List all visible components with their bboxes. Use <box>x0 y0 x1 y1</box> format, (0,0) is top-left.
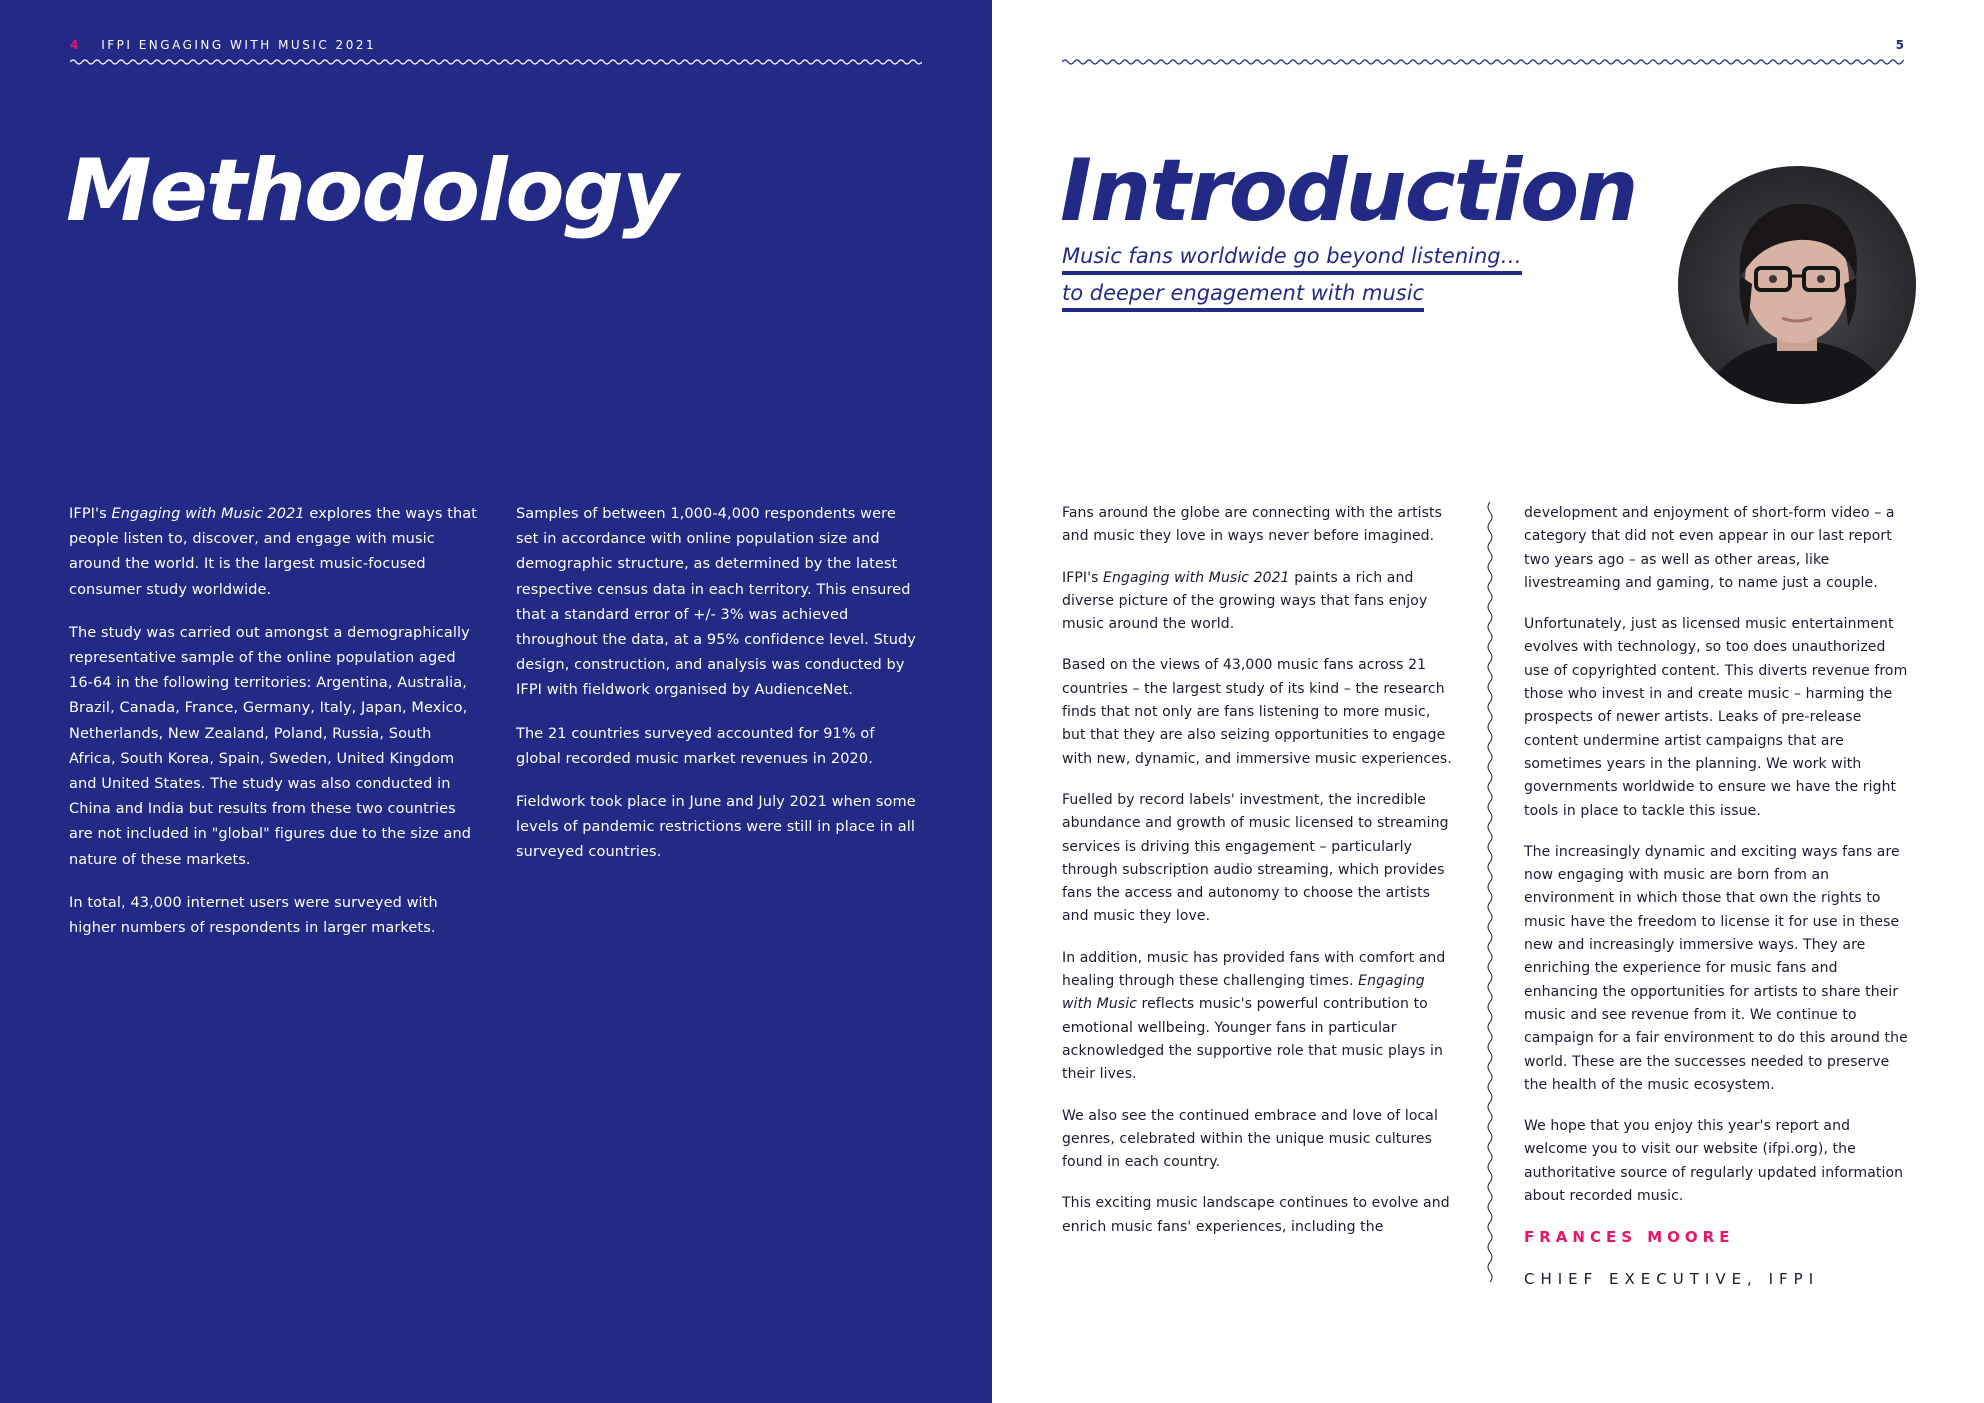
paragraph: The 21 countries surveyed accounted for 91% of global recorded music market revenues in 2020. <box>516 725 875 767</box>
methodology-column-1 <box>69 502 479 959</box>
portrait-icon <box>1678 166 1916 404</box>
text-run: paints a rich and diverse picture of the growing ways that fans enjoy music around the world. <box>1062 569 1428 633</box>
page-number: 5 <box>1895 38 1904 52</box>
italic-title: Engaging with Music 2021 <box>111 506 305 522</box>
page-title: Methodology <box>66 141 677 241</box>
intro-column-2-body <box>1524 502 1914 1208</box>
text-run: IFPI's <box>1062 569 1104 586</box>
running-head-text: IFPI ENGAGING WITH MUSIC 2021 <box>101 38 377 52</box>
paragraph: We hope that you enjoy this year's report and welcome you to visit our website (ifpi.org), the authoritative source of regularly updated information about recorded music. <box>1524 1118 1904 1205</box>
methodology-column-2 <box>516 502 916 884</box>
paragraph: The increasingly dynamic and exciting ways fans are now engaging with music are born from an environment in which those that own the rights to music have the freedom to license it for use in these new and increasingly immersive ways. They are enriching the experience for music fans and enhancing the opportunities for artists to share their music and see revenue from it. We continue to campaign for a fair environment to do this around the world. These are the successes needed to preserve the health of the music ecosystem. <box>1524 843 1908 1093</box>
paragraph: development and enjoyment of short-form video – a category that did not even appear in our last report two years ago – as well as other areas, like livestreaming and gaming, to name just a couple. <box>1524 505 1895 591</box>
running-head <box>70 38 376 52</box>
paragraph: We also see the continued embrace and love of local genres, celebrated within the unique music cultures found in each country. <box>1062 1107 1438 1171</box>
page-number: 4 <box>70 38 81 52</box>
paragraph: Fieldwork took place in June and July 2021 when some levels of pandemic restrictions were still in place in all surveyed countries. <box>516 794 916 861</box>
subtitle-line-1: Music fans worldwide go beyond listening… <box>1062 244 1522 275</box>
signature-name: FRANCES MOORE <box>1524 1228 1735 1247</box>
paragraph: Unfortunately, just as licensed music entertainment evolves with technology, so too does unauthorized use of copyrighted content. This diverts revenue from those who invest in and create music – harming the prospects of newer artists. Leaks of pre-release content undermine artist campaigns that are sometimes years in the planning. We work with governments worldwide to ensure we have the right tools in place to tackle this issue. <box>1524 616 1908 819</box>
paragraph <box>1062 567 1454 637</box>
column-wave-divider <box>1486 502 1494 1282</box>
paragraph: This exciting music landscape continues to evolve and enrich music fans' experiences, including the <box>1062 1195 1450 1235</box>
text-run: explores the ways that people listen to, discover, and engage with music around the world. It is the largest music-focused consumer study worldwide. <box>69 506 478 598</box>
right-page <box>992 0 1984 1403</box>
italic-title: Engaging with Music <box>1062 973 1425 1013</box>
paragraph <box>69 502 479 603</box>
paragraph: Fans around the globe are connecting with the artists and music they love in ways never before imagined. <box>1062 505 1443 545</box>
intro-column-2 <box>1524 502 1914 1309</box>
signature-title: CHIEF EXECUTIVE, IFPI <box>1524 1269 1820 1288</box>
paragraph: Samples of between 1,000-4,000 respondents were set in accordance with online population size and demographic structure, as determined by the latest respective census data in each territory. This ensured that a standard error of +/- 3% was achieved throughout the data, at a 95% confidence level. Study design, construction, and analysis was conducted by IFPI with fieldwork organised by AudienceNet. <box>516 506 916 699</box>
wave-divider <box>1062 58 1904 66</box>
page-title: Introduction <box>1060 141 1637 241</box>
text-run: IFPI's <box>69 506 112 522</box>
wave-divider <box>70 58 922 66</box>
text-run: reflects music's powerful contribution to emotional wellbeing. Younger fans in particular acknowledged the supportive role that music plays in their lives. <box>1062 996 1443 1083</box>
portrait-photo <box>1678 166 1916 404</box>
intro-column-1 <box>1062 502 1454 1257</box>
paragraph: The study was carried out amongst a demographically representative sample of the online population aged 16-64 in the following territories: Argentina, Australia, Brazil, Canada, France, Germany, Italy, Japan, Mexico, Netherlands, New Zealand, Poland, Russia, South Africa, South Korea, Spain, Sweden, United Kingdom and United States. The study was also conducted in China and India but results from these two countries are not included in "global" figures due to the size and nature of these markets. <box>69 624 472 868</box>
text-run: In addition, music has provided fans with comfort and healing through these challenging times. <box>1062 949 1446 990</box>
subtitle-line-2: to deeper engagement with music <box>1062 281 1424 312</box>
paragraph: In total, 43,000 internet users were surveyed with higher numbers of respondents in larger markets. <box>69 894 438 937</box>
paragraph: Based on the views of 43,000 music fans across 21 countries – the largest study of its kind – the research finds that not only are fans listening to more music, but that they are also seizing opportunities to engage with new, dynamic, and immersive music experiences. <box>1062 657 1452 767</box>
paragraph: Fuelled by record labels' investment, the incredible abundance and growth of music licensed to streaming services is driving this engagement – particularly through subscription audio streaming, which provides fans the access and autonomy to choose the artists and music they love. <box>1062 791 1449 925</box>
paragraph <box>1062 947 1454 1087</box>
italic-title: Engaging with Music 2021 <box>1103 569 1290 586</box>
